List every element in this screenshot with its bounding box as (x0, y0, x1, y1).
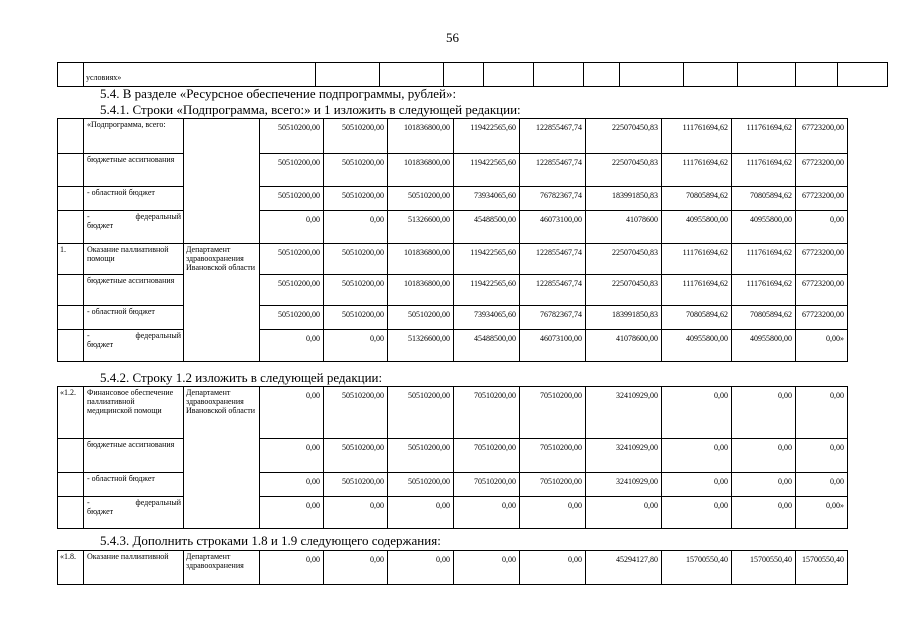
value-cell: 0,00 (260, 211, 324, 244)
value-cell: 111761694,62 (732, 154, 796, 187)
table-cell (620, 63, 684, 87)
value-cell: 111761694,62 (662, 154, 732, 187)
value-cell: 111761694,62 (732, 119, 796, 154)
value-cell: 70805894,62 (662, 187, 732, 211)
value-cell: 46073100,00 (520, 330, 586, 362)
resource-table-1 (57, 118, 848, 362)
table-row (58, 330, 848, 362)
text-cell: бюджетные ассигнования (84, 439, 184, 473)
table-cell (84, 497, 184, 529)
dept-cell: Департамент здравоохранения Ивановской области (184, 387, 260, 529)
value-cell: 50510200,00 (324, 275, 388, 306)
value-cell: 0,00 (260, 439, 324, 473)
table-row (58, 387, 848, 439)
value-cell: 119422565,60 (454, 275, 520, 306)
table-cell (796, 63, 838, 87)
value-cell: 67723200,00 (796, 187, 848, 211)
value-cell: 46073100,00 (520, 211, 586, 244)
table-cell (444, 63, 484, 87)
value-cell: 0,00 (732, 439, 796, 473)
table-cell (84, 330, 184, 362)
value-cell: 111761694,62 (662, 275, 732, 306)
table-row (58, 473, 848, 497)
value-cell: 50510200,00 (324, 244, 388, 275)
value-cell: 70510200,00 (520, 439, 586, 473)
text-cell: бюджет (87, 340, 114, 349)
value-cell: 41078600,00 (586, 330, 662, 362)
value-cell: 0,00» (796, 497, 848, 529)
table-cell (534, 63, 584, 87)
value-cell: 70805894,62 (662, 306, 732, 330)
table-cell (58, 497, 84, 529)
value-cell: 67723200,00 (796, 275, 848, 306)
value-cell: 50510200,00 (388, 473, 454, 497)
text-cell: бюджет (87, 221, 114, 230)
value-cell: 111761694,62 (732, 244, 796, 275)
value-cell: 50510200,00 (260, 244, 324, 275)
value-cell: 111761694,62 (662, 119, 732, 154)
value-cell: 67723200,00 (796, 244, 848, 275)
value-cell: 51326600,00 (388, 211, 454, 244)
value-cell: 50510200,00 (388, 439, 454, 473)
table-row (58, 306, 848, 330)
value-cell: 50510200,00 (260, 275, 324, 306)
value-cell: 119422565,60 (454, 119, 520, 154)
value-cell: 0,00» (796, 330, 848, 362)
table-cell (484, 63, 534, 87)
value-cell: 70805894,62 (732, 187, 796, 211)
text-cell: «1.2. (58, 387, 84, 439)
table-cell (184, 119, 260, 244)
value-cell: 0,00 (796, 473, 848, 497)
value-cell: 50510200,00 (324, 306, 388, 330)
value-cell: 0,00 (796, 439, 848, 473)
value-cell: 0,00 (260, 330, 324, 362)
resource-table-2 (57, 386, 848, 529)
value-cell: 0,00 (520, 551, 586, 585)
text-cell: - областной бюджет (84, 306, 184, 330)
value-cell: 0,00 (662, 439, 732, 473)
value-cell: 0,00 (454, 497, 520, 529)
value-cell: 32410929,00 (586, 387, 662, 439)
text-cell: Финансовое обеспечение паллиативной медицинской помощи (84, 387, 184, 439)
value-cell: 122855467,74 (520, 119, 586, 154)
value-cell: 101836800,00 (388, 154, 454, 187)
text-cell: федеральный (135, 331, 181, 340)
value-cell: 101836800,00 (388, 275, 454, 306)
text-cell: - (87, 331, 90, 340)
value-cell: 50510200,00 (260, 119, 324, 154)
table-cell (58, 211, 84, 244)
value-cell: 0,00 (454, 551, 520, 585)
value-cell: 0,00 (324, 330, 388, 362)
table-cell (58, 439, 84, 473)
value-cell: 70510200,00 (454, 473, 520, 497)
table-row (58, 244, 848, 275)
value-cell: 225070450,83 (586, 244, 662, 275)
value-cell: 40955800,00 (662, 211, 732, 244)
value-cell: 0,00 (796, 387, 848, 439)
value-cell: 0,00 (662, 387, 732, 439)
value-cell: 122855467,74 (520, 154, 586, 187)
table-cell (58, 275, 84, 306)
table-cell (58, 330, 84, 362)
value-cell: 0,00 (662, 473, 732, 497)
value-cell: 50510200,00 (260, 306, 324, 330)
value-cell: 0,00 (732, 497, 796, 529)
page-number: 56 (446, 30, 459, 45)
value-cell: 111761694,62 (732, 275, 796, 306)
value-cell: 45488500,00 (454, 211, 520, 244)
value-cell: 67723200,00 (796, 306, 848, 330)
table-row (58, 119, 848, 154)
value-cell: 45294127,80 (586, 551, 662, 585)
value-cell: 41078600 (586, 211, 662, 244)
value-cell: 122855467,74 (520, 244, 586, 275)
value-cell: 70805894,62 (732, 306, 796, 330)
value-cell: 0,00 (796, 211, 848, 244)
value-cell: 0,00 (732, 387, 796, 439)
table-row (58, 439, 848, 473)
table-row (58, 551, 848, 585)
heading-5-4-2: 5.4.2. Строку 1.2 изложить в следующей редакции: (100, 370, 383, 385)
value-cell: 183991850,83 (586, 187, 662, 211)
top-row-text: условиях» (84, 63, 316, 87)
text-cell: - областной бюджет (84, 187, 184, 211)
table-cell (738, 63, 796, 87)
value-cell: 0,00 (324, 497, 388, 529)
value-cell: 32410929,00 (586, 473, 662, 497)
value-cell: 0,00 (324, 211, 388, 244)
heading-5-4: 5.4. В разделе «Ресурсное обеспечение подпрограммы, рублей»: (100, 86, 457, 101)
value-cell: 40955800,00 (732, 330, 796, 362)
top-fragment-table (57, 62, 888, 87)
value-cell: 15700550,40 (732, 551, 796, 585)
value-cell: 0,00 (324, 551, 388, 585)
text-cell: бюджетные ассигнования (84, 154, 184, 187)
value-cell: 50510200,00 (324, 119, 388, 154)
value-cell: 0,00 (388, 551, 454, 585)
table-cell (380, 63, 444, 87)
value-cell: 111761694,62 (662, 244, 732, 275)
text-cell: бюджетные ассигнования (84, 275, 184, 306)
value-cell: 0,00 (260, 551, 324, 585)
value-cell: 70510200,00 (454, 387, 520, 439)
value-cell: 0,00 (662, 497, 732, 529)
value-cell: 15700550,40 (796, 551, 848, 585)
value-cell: 101836800,00 (388, 244, 454, 275)
value-cell: 50510200,00 (388, 306, 454, 330)
value-cell: 0,00 (520, 497, 586, 529)
value-cell: 32410929,00 (586, 439, 662, 473)
value-cell: 0,00 (260, 387, 324, 439)
table-row (58, 211, 848, 244)
value-cell: 0,00 (260, 473, 324, 497)
value-cell: 40955800,00 (662, 330, 732, 362)
value-cell: 0,00 (586, 497, 662, 529)
table-cell (838, 63, 888, 87)
resource-table-3 (57, 550, 848, 585)
table-cell (58, 473, 84, 497)
text-cell: «1.8. (58, 551, 84, 585)
value-cell: 50510200,00 (324, 154, 388, 187)
table-cell (84, 211, 184, 244)
text-cell: - (87, 498, 90, 507)
value-cell: 0,00 (260, 497, 324, 529)
text-cell: бюджет (87, 507, 114, 516)
value-cell: 70510200,00 (520, 473, 586, 497)
text-cell: Оказание паллиативной помощи (84, 244, 184, 275)
value-cell: 76782367,74 (520, 187, 586, 211)
text-cell: федеральный (135, 212, 181, 221)
table-row (58, 154, 848, 187)
value-cell: 70510200,00 (454, 439, 520, 473)
value-cell: 40955800,00 (732, 211, 796, 244)
value-cell: 67723200,00 (796, 154, 848, 187)
table-cell (684, 63, 738, 87)
table-cell (316, 63, 380, 87)
table-cell (58, 154, 84, 187)
value-cell: 50510200,00 (260, 187, 324, 211)
value-cell: 183991850,83 (586, 306, 662, 330)
value-cell: 50510200,00 (324, 187, 388, 211)
value-cell: 225070450,83 (586, 119, 662, 154)
value-cell: 15700550,40 (662, 551, 732, 585)
value-cell: 50510200,00 (324, 439, 388, 473)
value-cell: 73934065,60 (454, 306, 520, 330)
value-cell: 70510200,00 (520, 387, 586, 439)
value-cell: 50510200,00 (388, 187, 454, 211)
value-cell: 119422565,60 (454, 244, 520, 275)
heading-5-4-1: 5.4.1. Строки «Подпрограмма, всего:» и 1 изложить в следующей редакции: (100, 102, 521, 117)
value-cell: 101836800,00 (388, 119, 454, 154)
value-cell: 67723200,00 (796, 119, 848, 154)
text-cell: федеральный (135, 498, 181, 507)
text-cell: - (87, 212, 90, 221)
value-cell: 50510200,00 (324, 387, 388, 439)
value-cell: 119422565,60 (454, 154, 520, 187)
value-cell: 73934065,60 (454, 187, 520, 211)
value-cell: 225070450,83 (586, 275, 662, 306)
value-cell: 51326600,00 (388, 330, 454, 362)
text-cell: Оказание паллиативной (84, 551, 184, 585)
dept-cell: Департамент здравоохранения Ивановской области (184, 244, 260, 362)
heading-5-4-3: 5.4.3. Дополнить строками 1.8 и 1.9 следующего содержания: (100, 533, 441, 548)
table-cell (58, 119, 84, 154)
value-cell: 0,00 (732, 473, 796, 497)
text-cell: - областной бюджет (84, 473, 184, 497)
table-cell (584, 63, 620, 87)
dept-cell: Департамент здравоохранения (184, 551, 260, 585)
value-cell: 122855467,74 (520, 275, 586, 306)
value-cell: 225070450,83 (586, 154, 662, 187)
table-row (58, 275, 848, 306)
table-row (58, 187, 848, 211)
value-cell: 45488500,00 (454, 330, 520, 362)
value-cell: 50510200,00 (388, 387, 454, 439)
value-cell: 0,00 (388, 497, 454, 529)
text-cell: 1. (58, 244, 84, 275)
table-cell (58, 306, 84, 330)
value-cell: 50510200,00 (260, 154, 324, 187)
value-cell: 50510200,00 (324, 473, 388, 497)
table-cell (58, 187, 84, 211)
table-row (58, 497, 848, 529)
text-cell: «Подпрограмма, всего: (84, 119, 184, 154)
table-cell (58, 63, 84, 87)
value-cell: 76782367,74 (520, 306, 586, 330)
